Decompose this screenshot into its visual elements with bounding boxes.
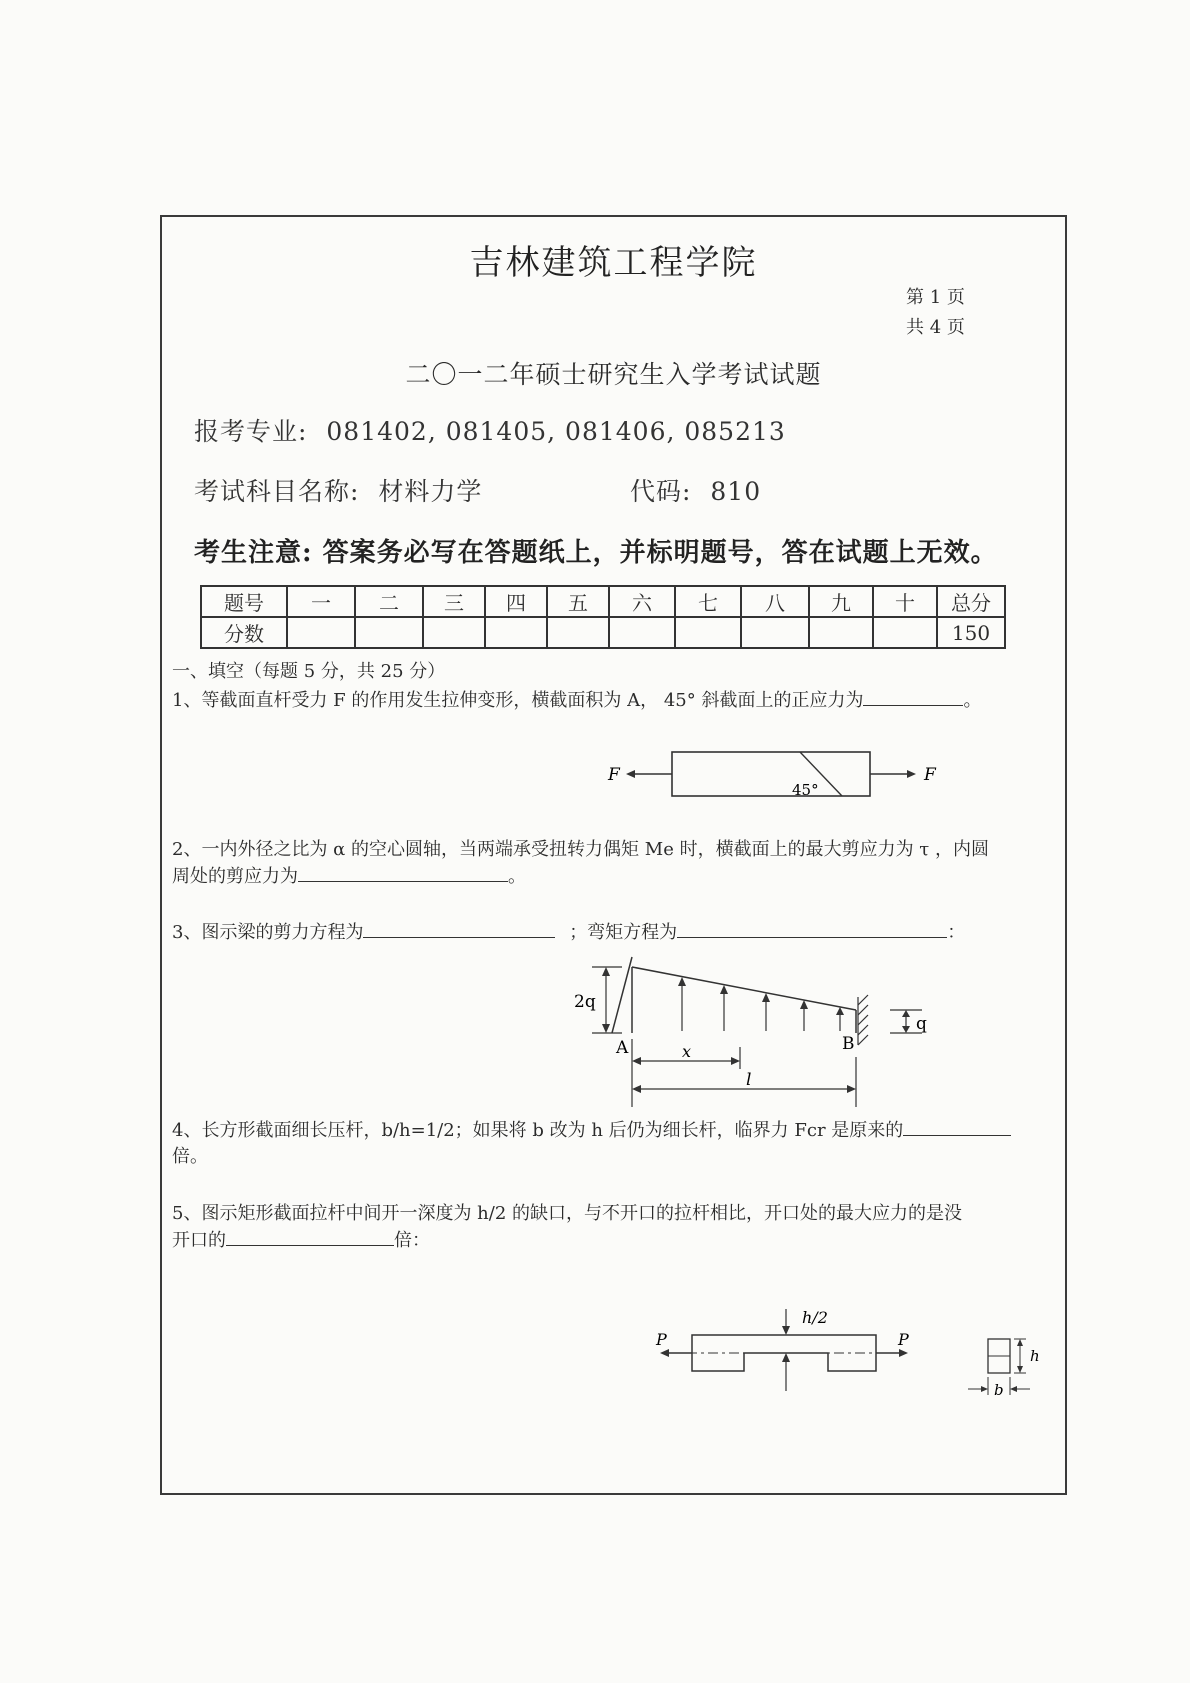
- score-cell: 分数: [201, 617, 287, 648]
- dim-x-l: [632, 1039, 856, 1107]
- page-number: [906, 283, 965, 343]
- arrow-down-icon: [602, 1024, 610, 1033]
- angle-label: 45°: [792, 781, 819, 799]
- question-5-line-2: 开口的: [172, 1230, 226, 1251]
- page-total: 共 4 页: [906, 317, 965, 338]
- question-5-end: 倍：: [394, 1230, 430, 1251]
- load-2q-label: 2q: [574, 992, 596, 1012]
- score-cell: [355, 617, 423, 648]
- question-4-line-1: 4、长方形截面细长压杆，b/h=1/2；如果将 b 改为 h 后仍为细长杆，临界力 Fcr 是原来的: [172, 1120, 904, 1141]
- load-arrows: [682, 981, 840, 1031]
- arrow-left-icon: [1010, 1386, 1017, 1392]
- hatch-line: [858, 1025, 868, 1035]
- dim-2q: [592, 967, 622, 1033]
- question-2-line-2: 周处的剪应力为: [172, 866, 298, 887]
- load-top-line: [632, 967, 856, 1010]
- section-title: 一、填空（每题 5 分，共 25 分）: [172, 661, 446, 682]
- arrow-left-icon: [632, 1085, 641, 1093]
- score-cell: 四: [485, 586, 547, 617]
- score-table-value-row: [201, 617, 1005, 648]
- force-right-label: P: [898, 1330, 909, 1349]
- arrow-up-icon: [602, 967, 610, 976]
- arrow-up-icon: [678, 977, 686, 986]
- code-line: [630, 472, 761, 508]
- question-4-line-2: 倍。: [172, 1146, 208, 1167]
- force-right-arrow-icon: [899, 1349, 908, 1357]
- question-5-line-1: 5、图示矩形截面拉杆中间开一深度为 h/2 的缺口，与不开口的拉杆相比，开口处的最大应力的是没: [172, 1203, 963, 1224]
- arrow-left-icon: [632, 1057, 641, 1065]
- major-line: [194, 412, 786, 448]
- score-cell: 三: [423, 586, 485, 617]
- question-1-text: 1、等截面直杆受力 F 的作用发生拉伸变形，横截面积为 A， 45° 斜截面上的正应力为: [172, 690, 864, 711]
- score-cell: 六: [609, 586, 675, 617]
- answer-blank: [298, 863, 508, 882]
- force-left-arrow-icon: [660, 1349, 669, 1357]
- notch-depth-label: h/2: [802, 1308, 828, 1327]
- score-cell: 八: [741, 586, 809, 617]
- question-2-end: 。: [508, 866, 526, 887]
- hatch-line: [858, 1035, 868, 1045]
- score-cell: [809, 617, 873, 648]
- question-4-line-1-wrap: [172, 1117, 1011, 1144]
- score-cell: 题号: [201, 586, 287, 617]
- score-cell: [423, 617, 485, 648]
- score-cell: [609, 617, 675, 648]
- score-cell: 一: [287, 586, 355, 617]
- score-cell: 五: [547, 586, 609, 617]
- score-cell: [287, 617, 355, 648]
- question-1-end: 。: [963, 690, 982, 711]
- force-right-arrow-icon: [907, 770, 916, 778]
- arrow-up-icon: [720, 985, 728, 994]
- question-2-line-1: 2、一内外径之比为 α 的空心圆轴，当两端承受扭转力偶矩 Me 时，横截面上的最大剪应力为 τ ，内圆: [172, 839, 989, 860]
- hatch-line: [858, 1015, 868, 1025]
- score-cell: 总分: [937, 586, 1005, 617]
- question-5: [172, 1201, 962, 1254]
- score-cell: [485, 617, 547, 648]
- beam-line: [612, 957, 632, 1033]
- arrow-up-icon: [902, 1010, 910, 1017]
- page-current: 第 1 页: [906, 287, 965, 308]
- load-q-label: q: [916, 1014, 927, 1034]
- score-table-header-row: [201, 586, 1005, 617]
- dim-l-label: l: [746, 1070, 752, 1090]
- score-cell: 二: [355, 586, 423, 617]
- dim-b-label: b: [994, 1381, 1004, 1399]
- score-cell: [547, 617, 609, 648]
- point-a-label: A: [616, 1038, 629, 1058]
- score-cell: [873, 617, 937, 648]
- arrow-up-icon: [782, 1353, 790, 1362]
- arrow-up-icon: [800, 1000, 808, 1009]
- exam-page-frame: [160, 215, 1067, 1495]
- load-arrowheads: [678, 977, 844, 1015]
- question-3: [172, 919, 965, 946]
- arrow-down-icon: [902, 1026, 910, 1033]
- question-4: [172, 1117, 1011, 1170]
- question-1: [172, 687, 981, 714]
- force-left-label: F: [608, 765, 620, 785]
- force-right-label: F: [924, 765, 936, 785]
- hatch-line: [858, 1005, 868, 1015]
- arrow-right-icon: [847, 1085, 856, 1093]
- question-5-line-2-wrap: [172, 1227, 962, 1254]
- arrow-up-icon: [762, 993, 770, 1002]
- hatch-line: [858, 995, 868, 1005]
- question-3-moment-text: ；弯矩方程为: [569, 922, 678, 943]
- subject-code: 810: [710, 477, 762, 506]
- exam-notice: 考生注意: 答案务必写在答题纸上，并标明题号，答在试题上无效。: [194, 538, 998, 568]
- major-label: 报考专业:: [194, 417, 308, 446]
- code-label: 代码:: [630, 477, 692, 506]
- figure-5-notched-bar-diagram: [652, 1307, 1062, 1457]
- question-3-end: ：: [947, 922, 966, 943]
- subject-label: 考试科目名称:: [194, 477, 360, 506]
- score-cell: [675, 617, 741, 648]
- answer-blank: [863, 687, 963, 706]
- arrow-down-icon: [1017, 1366, 1023, 1373]
- exam-title: 二〇一二年硕士研究生入学考试试题: [405, 360, 822, 389]
- force-left-label: P: [656, 1330, 667, 1349]
- force-left-arrow-icon: [626, 770, 635, 778]
- bar-rect: [672, 752, 870, 796]
- score-cell: 150: [937, 617, 1005, 648]
- score-cell: 七: [675, 586, 741, 617]
- figure-3-beam-diagram: [574, 957, 982, 1132]
- subject-name: 材料力学: [378, 477, 483, 506]
- point-b-label: B: [842, 1034, 855, 1054]
- figure-1-bar-diagram: [602, 742, 952, 812]
- question-2-line-2-wrap: [172, 863, 989, 890]
- score-cell: 十: [873, 586, 937, 617]
- arrow-up-icon: [1017, 1339, 1023, 1346]
- answer-blank: [226, 1227, 394, 1246]
- subject-line: [194, 472, 482, 508]
- arrow-down-icon: [782, 1326, 790, 1335]
- arrow-right-icon: [981, 1386, 988, 1392]
- answer-blank: [363, 919, 555, 938]
- major-codes: 081402, 081405, 081406, 085213: [326, 417, 786, 446]
- question-3-shear-text: 3、图示梁的剪力方程为: [172, 922, 364, 943]
- score-cell: 九: [809, 586, 873, 617]
- answer-blank: [677, 919, 947, 938]
- dim-h-label: h: [1030, 1347, 1040, 1365]
- dim-x-label: x: [682, 1042, 692, 1061]
- question-2: [172, 837, 989, 890]
- arrow-right-icon: [731, 1057, 740, 1065]
- answer-blank: [903, 1117, 1011, 1136]
- fixed-support-hatch: [858, 995, 868, 1045]
- score-cell: [741, 617, 809, 648]
- score-table: [200, 585, 1006, 649]
- school-name: 吉林建筑工程学院: [469, 243, 758, 283]
